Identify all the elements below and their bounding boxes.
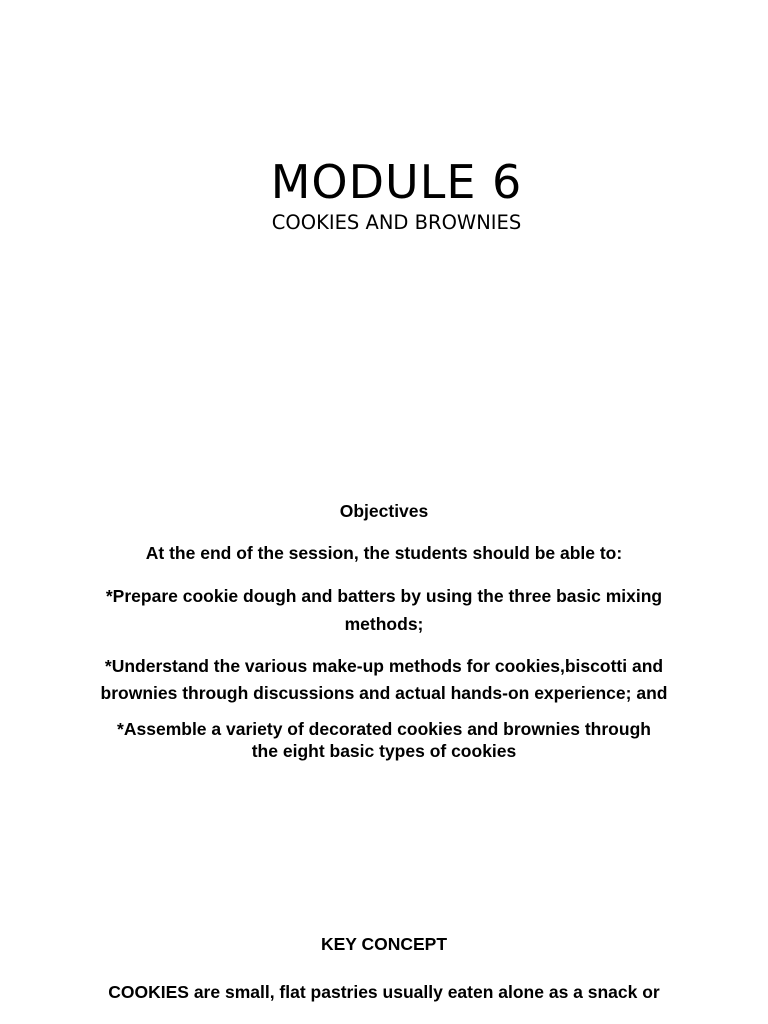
key-concept-heading: KEY CONCEPT — [320, 934, 448, 954]
objective-item-3: *Assemble a variety of decorated cookies and brownies through the eight basic types of cookies — [117, 719, 651, 761]
objectives-intro: At the end of the session, the students should be able to: — [145, 543, 623, 563]
key-concept-text: COOKIES are small, flat pastries usually eaten alone as a snack or — [108, 982, 660, 1002]
module-subtitle: COOKIES AND BROWNIES — [271, 211, 522, 234]
module-title: MODULE 6 — [270, 155, 523, 209]
objective-item-1: *Prepare cookie dough and batters by using the three basic mixing methods; — [105, 586, 663, 634]
objective-item-2: *Understand the various make-up methods for cookies,biscotti and brownies through discussions and actual hands-on experience; and — [100, 656, 668, 703]
objectives-heading: Objectives — [339, 501, 429, 521]
